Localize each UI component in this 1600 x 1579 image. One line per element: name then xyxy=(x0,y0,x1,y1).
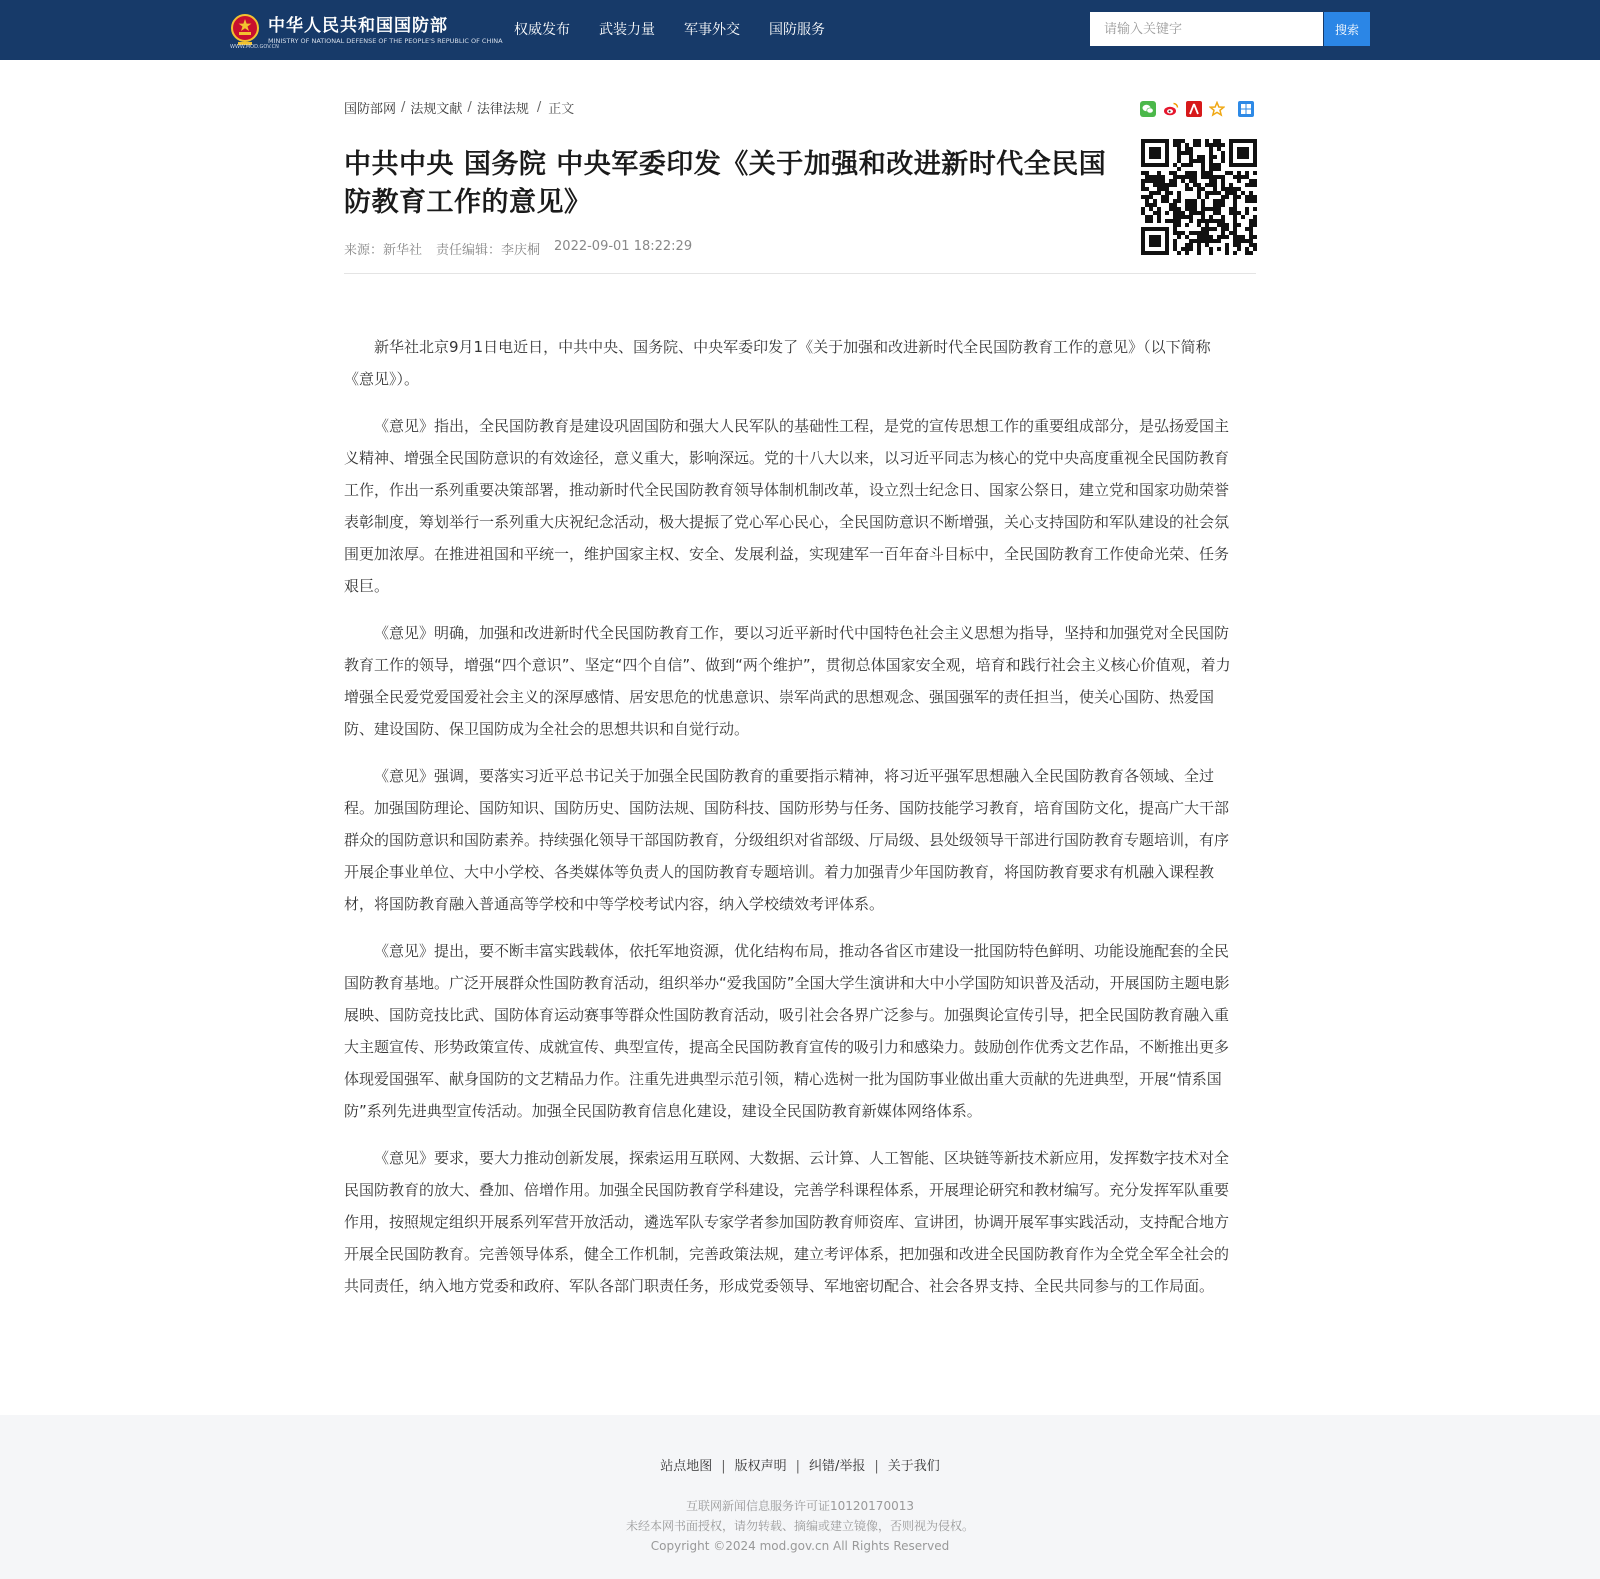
breadcrumb-separator: / xyxy=(536,100,542,115)
weibo-icon[interactable] xyxy=(1163,101,1179,117)
article-editor: 责任编辑：李庆桐 xyxy=(436,243,541,258)
footer-separator: | xyxy=(795,1459,800,1474)
nav-item-armed-forces[interactable]: 武装力量 xyxy=(599,22,655,38)
search-input[interactable] xyxy=(1090,12,1323,46)
share-bar xyxy=(1140,101,1261,117)
article-meta xyxy=(344,239,706,258)
breadcrumb xyxy=(344,98,574,117)
nav-item-military-diplomacy[interactable]: 军事外交 xyxy=(684,22,740,38)
logo-english-name: MINISTRY OF NATIONAL DEFENSE OF THE PEOPLE'S REPUBLIC OF CHINA xyxy=(268,36,503,45)
site-logo[interactable] xyxy=(230,8,503,52)
national-emblem-icon xyxy=(230,13,260,47)
footer-separator: | xyxy=(874,1459,879,1474)
logo-chinese-name: 中华人民共和国国防部 xyxy=(268,15,448,36)
article-paragraph: 《意见》要求，要大力推动创新发展，探索运用互联网、大数据、云计算、人工智能、区块链等新技术新应用，发挥数字技术对全民国防教育的放大、叠加、倍增作用。加强全民国防教育学科建设，完善学科课程体系，开展理论研究和教材编写。充分发挥军队重要作用，按照规定组织开展系列军营开放活动，遴选军队专家学者参加国防教育师资库、宣讲团，协调开展军事实践活动，支持配合地方开展全民国防教育。完善领导体系，健全工作机制，完善政策法规，建立考评体系，把加强和改进全民国防教育作为全党全军全社会的共同责任，纳入地方党委和政府、军队各部门职责任务，形成党委领导、军地密切配合、社会各界支持、全民共同参与的工作局面。 xyxy=(344,1149,1230,1295)
main-nav xyxy=(514,18,854,42)
wechat-icon[interactable] xyxy=(1140,101,1156,117)
footer-separator: | xyxy=(721,1459,726,1474)
divider xyxy=(344,273,1256,274)
footer-link-sitemap[interactable]: 站点地图 xyxy=(660,1459,713,1474)
footer-link-about[interactable]: 关于我们 xyxy=(887,1459,940,1474)
article-datetime: 2022-09-01 18:22:29 xyxy=(554,239,693,254)
footer-link-copyright[interactable]: 版权声明 xyxy=(734,1459,787,1474)
favorite-icon[interactable] xyxy=(1209,101,1225,117)
breadcrumb-separator: / xyxy=(401,100,406,115)
footer-link-report[interactable]: 纠错/举报 xyxy=(809,1459,866,1474)
article-paragraph: 《意见》明确，加强和改进新时代全民国防教育工作，要以习近平新时代中国特色社会主义思想为指导，坚持和加强党对全民国防教育工作的领导，增强“四个意识”、坚定“四个自信”、做到“两个维护”，贯彻总体国家安全观，培育和践行社会主义核心价值观，着力增强全民爱党爱国爱社会主义的深厚感情、居安思危的忧患意识、崇军尚武的思想观念、强国强军的责任担当，使关心国防、热爱国防、建设国防、保卫国防成为全社会的思想共识和自觉行动。 xyxy=(344,624,1231,738)
footer-copyright: Copyright ©2024 mod.gov.cn All Rights Reserved xyxy=(650,1539,950,1553)
footer-links xyxy=(0,1455,1600,1474)
article-paragraph: 《意见》提出，要不断丰富实践载体，依托军地资源，优化结构布局，推动各省区市建设一批国防特色鲜明、功能设施配套的全民国防教育基地。广泛开展群众性国防教育活动，组织举办“爱我国防”全国大学生演讲和大中小学国防知识普及活动，开展国防主题电影展映、国防竞技比武、国防体育运动赛事等群众性国防教育活动，吸引社会各界广泛参与。加强舆论宣传引导，把全民国防教育融入重大主题宣传、形势政策宣传、成就宣传、典型宣传，提高全民国防教育宣传的吸引力和感染力。鼓励创作优秀文艺作品，不断推出更多体现爱国强军、献身国防的文艺精品力作。注重先进典型示范引领，精心选树一批为国防事业做出重大贡献的先进典型，开展“情系国防”系列先进典型宣传活动。加强全民国防教育信息化建设，建设全民国防教育新媒体网络体系。 xyxy=(344,942,1230,1120)
footer-license: 互联网新闻信息服务许可证10120170013 xyxy=(686,1499,914,1513)
footer-notice: 未经本网书面授权，请勿转载、摘编或建立镜像，否则视为侵权。 xyxy=(625,1519,974,1533)
footer-info xyxy=(0,1496,1600,1556)
article-body xyxy=(344,331,1240,1317)
breadcrumb-separator: / xyxy=(467,100,472,115)
qr-code xyxy=(1141,139,1257,255)
search-button[interactable]: 搜索 xyxy=(1324,12,1370,46)
nav-item-defense-services[interactable]: 国防服务 xyxy=(769,22,825,38)
logo-url: WWW.MOD.GOV.CN xyxy=(230,44,279,50)
nav-item-authority[interactable]: 权威发布 xyxy=(514,22,570,38)
breadcrumb-regulations[interactable]: 法规文献 xyxy=(410,102,463,117)
article-title: 中共中央 国务院 中央军委印发《关于加强和改进新时代全民国防教育工作的意见》 xyxy=(344,149,1107,218)
more-share-icon[interactable] xyxy=(1238,101,1254,117)
renren-icon[interactable] xyxy=(1186,101,1202,117)
top-header xyxy=(0,0,1600,60)
breadcrumb-current: 正文 xyxy=(548,102,575,117)
article-paragraph: 《意见》强调，要落实习近平总书记关于加强全民国防教育的重要指示精神，将习近平强军思想融入全民国防教育各领域、全过程。加强国防理论、国防知识、国防历史、国防法规、国防科技、国防形势与任务、国防技能学习教育，培育国防文化，提高广大干部群众的国防意识和国防素养。持续强化领导干部国防教育，分级组织对省部级、厅局级、县处级领导干部进行国防教育专题培训，有序开展企事业单位、大中小学校、各类媒体等负责人的国防教育专题培训。着力加强青少年国防教育，将国防教育要求有机融入课程教材，将国防教育融入普通高等学校和中等学校考试内容，纳入学校绩效考评体系。 xyxy=(344,767,1230,913)
article-source: 来源：新华社 xyxy=(344,243,423,258)
breadcrumb-laws[interactable]: 法律法规 xyxy=(476,102,529,117)
article-paragraph: 《意见》指出，全民国防教育是建设巩固国防和强大人民军队的基础性工程，是党的宣传思想工作的重要组成部分，是弘扬爱国主义精神、增强全民国防意识的有效途径，意义重大，影响深远。党的十八大以来，以习近平同志为核心的党中央高度重视全民国防教育工作，作出一系列重要决策部署，推动新时代全民国防教育领导体制机制改革，设立烈士纪念日、国家公祭日，建立党和国家功勋荣誉表彰制度，筹划举行一系列重大庆祝纪念活动，极大提振了党心军心民心，全民国防意识不断增强，关心支持国防和军队建设的社会氛围更加浓厚。在推进祖国和平统一，维护国家主权、安全、发展利益，实现建军一百年奋斗目标中，全民国防教育工作使命光荣、任务艰巨。 xyxy=(344,417,1230,595)
breadcrumb-home[interactable]: 国防部网 xyxy=(344,102,397,117)
article-paragraph: 新华社北京9月1日电近日，中共中央、国务院、中央军委印发了《关于加强和改进新时代全民国防教育工作的意见》（以下简称《意见》）。 xyxy=(344,338,1211,388)
page-footer xyxy=(0,1415,1600,1579)
